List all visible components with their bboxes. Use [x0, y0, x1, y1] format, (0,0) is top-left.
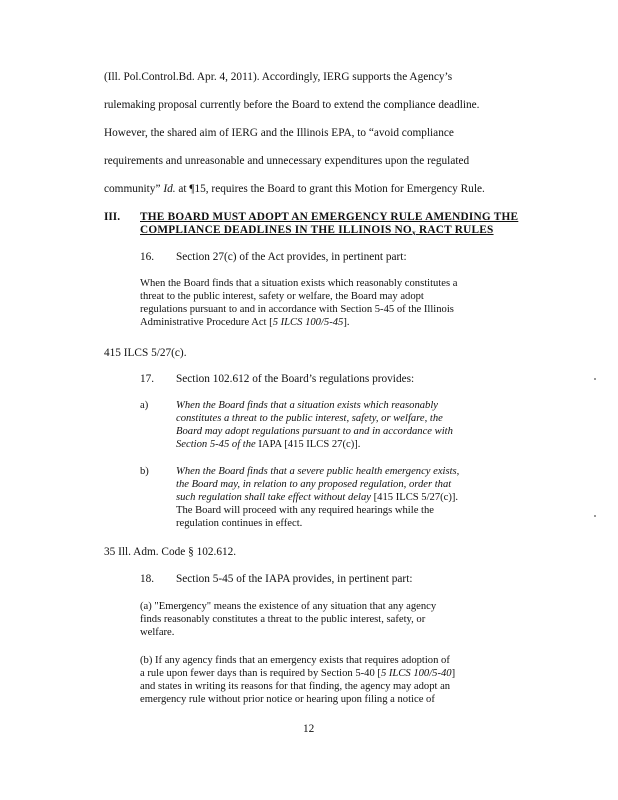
- intro-last-pre: community”: [104, 183, 164, 195]
- p18-a-line-3: welfare.: [140, 627, 175, 638]
- p17-b-line-4: The Board will proceed with any required hearings while the: [176, 505, 434, 516]
- section-number: III.: [104, 211, 121, 223]
- p17-citation: 35 Ill. Adm. Code § 102.612.: [104, 546, 237, 558]
- p16-citation: 415 ILCS 5/27(c).: [104, 347, 187, 359]
- p17-b-line-2: the Board may, in relation to any proposed regulation, order that: [176, 479, 452, 490]
- intro-line-5: [104, 182, 485, 196]
- p18-number: 18.: [140, 573, 155, 585]
- p17-b-line-3: [176, 491, 458, 504]
- p17-b-label: b): [140, 466, 149, 477]
- p17-a4-italic: Section 5-45 of the: [176, 439, 259, 450]
- p17-b-line-1: When the Board finds that a severe public health emergency exists,: [176, 466, 460, 477]
- intro-line-4: requirements and unreasonable and unnecessary expenditures upon the regulated: [104, 155, 470, 167]
- scan-speck: [594, 378, 596, 380]
- page-number: 12: [303, 723, 315, 735]
- heading-subscript: x: [411, 228, 416, 237]
- p16-quote-line-1: When the Board finds that a situation exists which reasonably constitutes a: [140, 278, 458, 289]
- p16-q4-post: ].: [343, 317, 350, 328]
- p17-a-line-1: When the Board finds that a situation exists which reasonably: [176, 400, 438, 411]
- p17-text: Section 102.612 of the Board’s regulations provides:: [176, 373, 415, 385]
- p16-number: 16.: [140, 251, 155, 263]
- intro-line-1: (Ill. Pol.Control.Bd. Apr. 4, 2011). Accordingly, IERG supports the Agency’s: [104, 71, 453, 83]
- p18-b-line-4: emergency rule without prior notice or hearing upon filing a notice of: [140, 694, 435, 705]
- id-citation: Id.: [163, 183, 176, 195]
- intro-line-3: However, the shared aim of IERG and the Illinois EPA, to “avoid compliance: [104, 127, 454, 139]
- p16-quote-line-3: regulations pursuant to and in accordance with Section 5-45 of the Illinois: [140, 304, 454, 315]
- p16-q4-cite: 5 ILCS 100/5-45: [272, 317, 344, 328]
- p17-a-label: a): [140, 400, 149, 411]
- p18-b-line-3: and states in writing its reasons for that finding, the agency may adopt an: [140, 681, 451, 692]
- p17-b3-italic: such regulation shall take effect without delay: [176, 492, 374, 503]
- p18-a-line-1: (a) "Emergency" means the existence of any situation that any agency: [140, 601, 437, 612]
- p17-a-line-2: constitutes a threat to the public interest, safety, or welfare, the: [176, 413, 443, 424]
- p16-quote-line-4: [140, 316, 350, 329]
- p18-b2-post: ]: [451, 668, 456, 679]
- heading-line2-pre: COMPLIANCE DEADLINES IN THE ILLINOIS NO: [140, 224, 412, 236]
- p17-number: 17.: [140, 373, 155, 385]
- section-heading-line-2: [140, 223, 494, 237]
- p16-text: Section 27(c) of the Act provides, in pertinent part:: [176, 251, 407, 263]
- p18-b-line-1: (b) If any agency finds that an emergency exists that requires adoption of: [140, 655, 450, 666]
- p17-a4-rest: IAPA [415 ILCS 27(c)].: [258, 439, 361, 450]
- p18-a-line-2: finds reasonably constitutes a threat to the public interest, safety, or: [140, 614, 426, 625]
- intro-line-2: rulemaking proposal currently before the Board to extend the compliance deadline.: [104, 99, 480, 111]
- p17-a-line-4: [176, 438, 360, 451]
- intro-last-post: at ¶15, requires the Board to grant this Motion for Emergency Rule.: [175, 183, 485, 195]
- p16-quote-line-2: threat to the public interest, safety or welfare, the Board may adopt: [140, 291, 424, 302]
- section-heading-line-1: THE BOARD MUST ADOPT AN EMERGENCY RULE AMENDING THE: [140, 211, 519, 223]
- p18-b2-pre: a rule upon fewer days than is required by Section 5-40 [: [140, 668, 381, 679]
- p18-b2-cite: 5 ILCS 100/5-40: [380, 668, 452, 679]
- heading-line2-post: RACT RULES: [415, 224, 494, 236]
- p17-b-line-5: regulation continues in effect.: [176, 518, 303, 529]
- p17-a-line-3: Board may adopt regulations pursuant to and in accordance with: [176, 426, 453, 437]
- scan-speck: [594, 515, 596, 517]
- p18-b-line-2: [140, 667, 455, 680]
- p18-text: Section 5-45 of the IAPA provides, in pertinent part:: [176, 573, 413, 585]
- p17-b3-rest: [415 ILCS 5/27(c)].: [373, 492, 459, 503]
- p16-q4-pre: Administrative Procedure Act [: [140, 317, 273, 328]
